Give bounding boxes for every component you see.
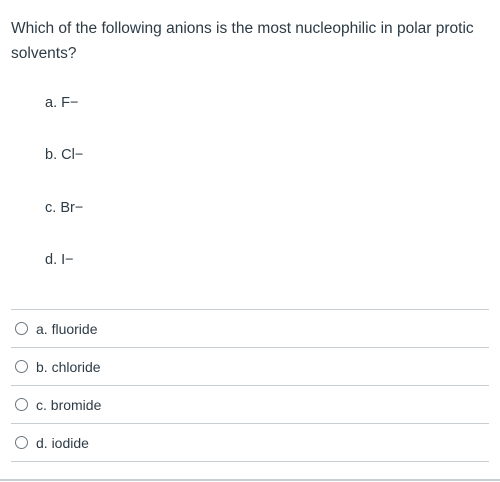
answer-label[interactable]: a. fluoride bbox=[36, 320, 98, 337]
answer-option-a[interactable] bbox=[11, 310, 489, 348]
listed-option-d bbox=[45, 252, 74, 268]
question-text: Which of the following anions is the most nucleophilic in polar protic solvents? bbox=[11, 20, 474, 62]
listed-option-value: Cl− bbox=[61, 147, 84, 163]
listed-option-label: a. bbox=[45, 95, 58, 111]
listed-option-b bbox=[45, 147, 83, 163]
listed-option-value: F− bbox=[61, 95, 79, 111]
listed-option-value: Br− bbox=[60, 200, 84, 216]
answer-option-b[interactable] bbox=[11, 348, 489, 386]
radio-button[interactable] bbox=[15, 360, 28, 373]
listed-option-label: d. bbox=[45, 252, 58, 268]
answer-list bbox=[11, 309, 489, 462]
radio-button[interactable] bbox=[15, 322, 28, 335]
bottom-divider bbox=[0, 479, 500, 481]
answer-label[interactable]: b. chloride bbox=[36, 358, 101, 375]
answer-label[interactable]: d. iodide bbox=[36, 434, 89, 451]
listed-option-label: c. bbox=[45, 200, 57, 216]
answer-option-d[interactable] bbox=[11, 424, 489, 462]
answer-label[interactable]: c. bromide bbox=[36, 396, 102, 413]
listed-option-a bbox=[45, 95, 78, 111]
answer-option-c[interactable] bbox=[11, 386, 489, 424]
listed-option-label: b. bbox=[45, 147, 58, 163]
radio-button[interactable] bbox=[15, 398, 28, 411]
listed-option-c bbox=[45, 200, 83, 216]
radio-button[interactable] bbox=[15, 436, 28, 449]
listed-option-value: I− bbox=[61, 252, 74, 268]
